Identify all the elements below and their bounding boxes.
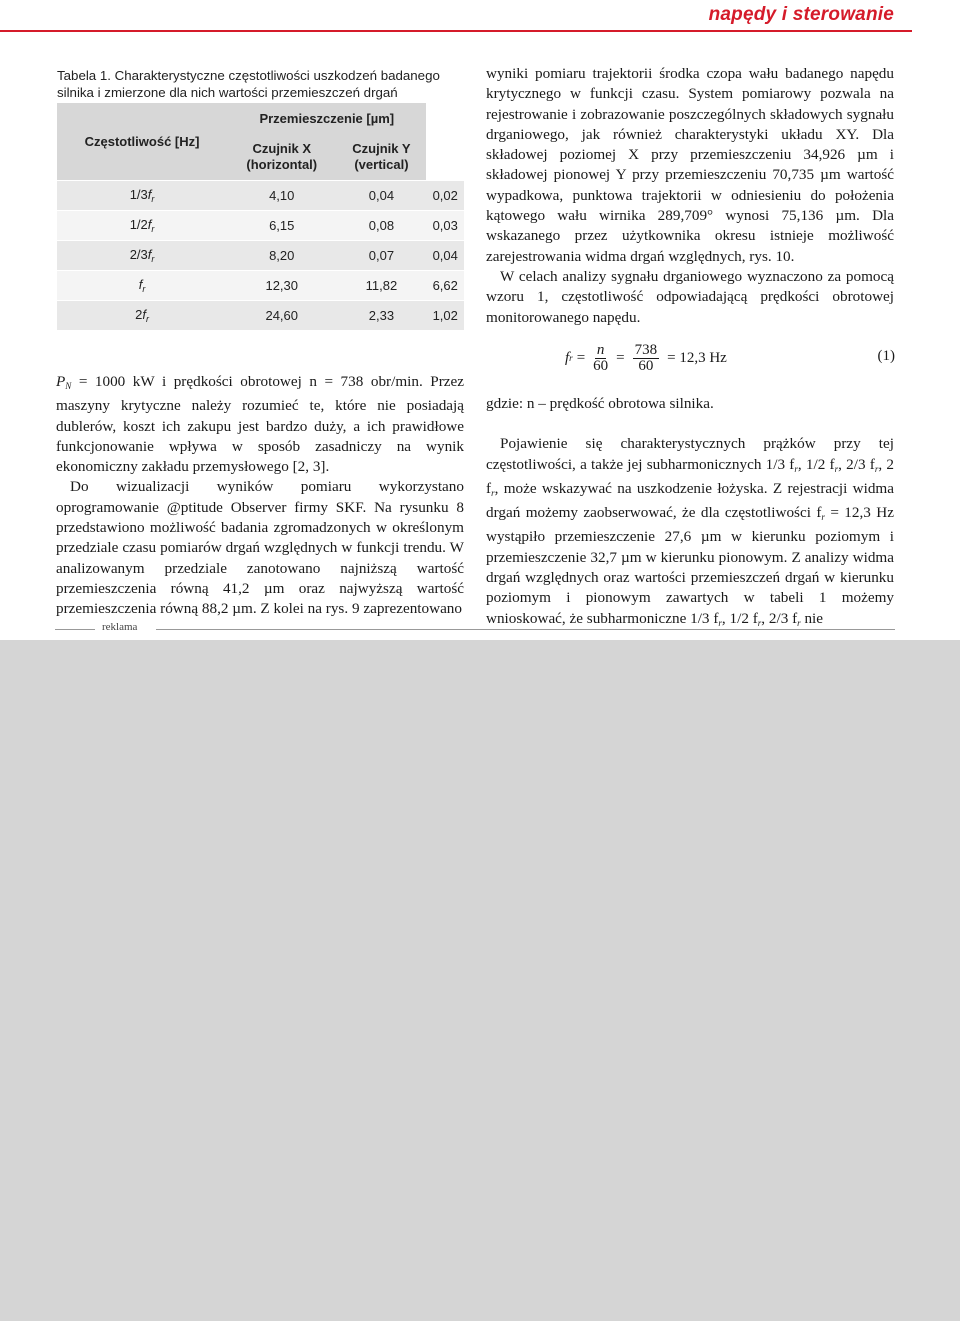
divider <box>55 629 95 630</box>
value-cell-x: 2,33 <box>336 301 426 331</box>
paragraph: wyniki pomiaru trajektorii środka czopa wału badanego napędu krytycznego w funkcji czasu. System pomiarowy pozwala na rejestrowanie i zobrazowanie poszczególnych składowych sygnału drganiowego, jak również charakterystyki układu XY. Dla składowej poziomej X przy przemieszczeniu 34,926 µm i składowej pionowej Y przy przemieszczeniu 70,735 µm wartość wypadkowa, punktowa trajektorii w odniesieniu do położenia kątowego wału wirnika 289,709° wynosi 75,136 µm. Dla wskazanego przez użytkownika okresu istnieje możliwość zarejestrowania widma drgań względnych, rys. 10. <box>486 65 894 265</box>
table-row <box>57 211 464 241</box>
advertisement-area[interactable] <box>0 640 960 1321</box>
value-cell-y: 6,62 <box>426 271 464 301</box>
freq-label-cell: $1/2f_r$ <box>57 211 227 241</box>
value-cell-x: 11,82 <box>336 271 426 301</box>
where-clause: gdzie: n – prędkość obrotowa silnika. <box>486 395 714 412</box>
value-cell-hz: 24,60 <box>227 301 336 331</box>
paragraph: W celach analizy sygnału drganiowego wyznaczono za pomocą wzoru 1, częstotliwość odpowiadającą prędkości obrotowej monitorowanego napędu. <box>486 267 894 326</box>
value-cell-x: 0,04 <box>336 181 426 211</box>
paragraph: Pojawienie się charakterystycznych prążków przy tej częstotliwości, a także jej subharmonicznych 1/3 $f_r$, 1/2 $f_r$, 2/3 $f_r$, 2 $f_r$, może wskazywać na uszkodzenie łożyska. Z rejestracji widma drgań możemy zaobserwować, że dla częstotliwości $f_r = 12,3$ Hz wystąpiło przemieszczenie 27,6 µm w kierunku poziomym i przemieszczenie 32,7 µm w kierunku pionowym. Z analizy widma drgań względnych oraz wartości przemieszczeń drgań w kierunku poziomym i pionowym zawartych w tabeli 1 możemy wnioskować, że subharmoniczne 1/3 $f_r$, 1/2 $f_r$, 2/3 $f_r$ nie <box>486 435 895 628</box>
freq-label-cell: $2/3f_r$ <box>57 241 227 271</box>
col-header-frequency: Częstotliwość [Hz] <box>57 103 227 181</box>
table-caption: Tabela 1. Charakterystyczne częstotliwości uszkodzeń badanego silnika i zmierzone dla nich wartości przemieszczeń drgań <box>57 68 440 100</box>
value-cell-y: 1,02 <box>426 301 464 331</box>
value-cell-y: 0,03 <box>426 211 464 241</box>
paragraph: Do wizualizacji wyników pomiaru wykorzystano oprogramowanie @ptitude Observer firmy SKF. Na rysunku 8 przedstawiono możliwość badania zgromadzonych w określonym przedziale czasu pomiarów drgań względnych w funkcji trendu. W analizowanym przedziale zanotowano najniższą wartość przemieszczenia równą 41,2 µm oraz najwyższą wartość przemieszczenia równą 88,2 µm. Z kolei na rys. 9 zaprezentowano <box>56 478 464 618</box>
table-row <box>57 271 464 301</box>
value-cell-hz: 12,30 <box>227 271 336 301</box>
right-column-bottom <box>486 394 894 633</box>
section-header: napędy i sterowanie <box>708 4 894 25</box>
right-column-top <box>486 64 894 328</box>
value-cell-hz: 8,20 <box>227 241 336 271</box>
freq-label-cell: $1/3f_r$ <box>57 181 227 211</box>
frequency-table <box>57 103 464 330</box>
col-header-sensor-y: Czujnik Y (vertical) <box>336 133 426 181</box>
value-cell-hz: 4,10 <box>227 181 336 211</box>
header-rule <box>0 30 912 32</box>
fraction: $\frac{738}{60}$ <box>634 341 658 374</box>
value-cell-hz: 6,15 <box>227 211 336 241</box>
divider <box>156 629 895 630</box>
value-cell-y: 0,04 <box>426 241 464 271</box>
equation-1: f r = $\frac{n}{60}$ = $\frac{738}{60}$ = 12,3 Hz (1) <box>565 341 895 374</box>
paragraph: $P_N = 1000$ kW i prędkości obrotowej n = 738 obr/min. Przez maszyny krytyczne należy rozumieć te, które nie posiadają dublerów, koszt ich zakupu jest bardzo duży, a ich prawidłowe funkcjonowanie wpływa w sposób zasadniczy na wynik ekonomiczny zakładu przemysłowego [2, 3]. <box>56 373 464 476</box>
left-column-bottom <box>56 372 464 620</box>
equation-number: (1) <box>877 348 895 364</box>
value-cell-x: 0,07 <box>336 241 426 271</box>
ad-separator <box>55 621 895 637</box>
ad-label: reklama <box>102 621 138 633</box>
col-header-displacement: Przemieszczenie [µm] <box>227 103 426 133</box>
freq-label-cell: $f_r$ <box>57 271 227 301</box>
fraction: $\frac{n}{60}$ <box>593 341 609 374</box>
table-row <box>57 301 464 331</box>
table-row <box>57 241 464 271</box>
value-cell-x: 0,08 <box>336 211 426 241</box>
col-header-sensor-x: Czujnik X (horizontal) <box>227 133 336 181</box>
table-row <box>57 181 464 211</box>
value-cell-y: 0,02 <box>426 181 464 211</box>
freq-label-cell: $2f_r$ <box>57 301 227 331</box>
